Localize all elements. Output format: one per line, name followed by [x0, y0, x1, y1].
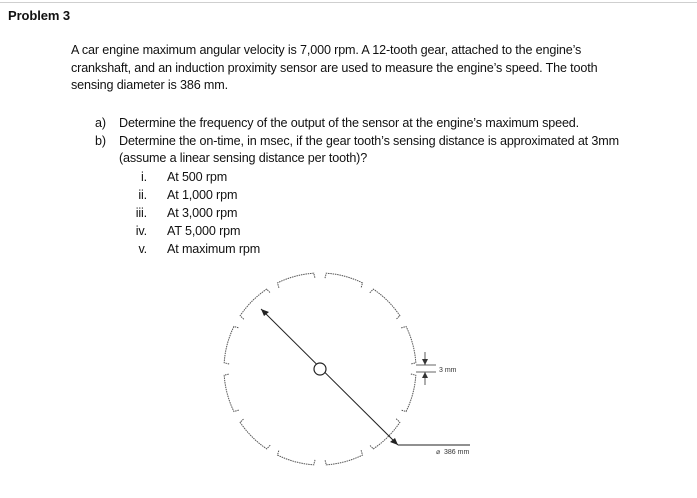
- sub-item-text: At 3,000 rpm: [167, 206, 238, 220]
- gap-arrowhead-bottom: [422, 372, 428, 378]
- statement-line-1: A car engine maximum angular velocity is 7,000 rpm. A 12-tooth gear, attached to the engine’s: [71, 43, 582, 57]
- gear-tooth: [325, 273, 362, 288]
- diameter-symbol: ⌀: [436, 449, 441, 456]
- gap-label: 3 mm: [439, 367, 457, 374]
- gear-hub: [314, 363, 326, 375]
- statement-line-2: crankshaft, and an induction proximity sensor are used to measure the engine’s speed. The tooth: [71, 60, 598, 75]
- question-text-line: Determine the on-time, in msec, if the gear tooth’s sensing distance is approximated at 3mm: [119, 133, 619, 148]
- diameter-arrowhead-top: [261, 309, 269, 316]
- gear-tooth: [224, 327, 239, 364]
- sub-item-label: ii.: [138, 188, 147, 202]
- sub-item-text: AT 5,000 rpm: [167, 224, 241, 238]
- question-label: b): [95, 133, 106, 148]
- diameter-label: 386 mm: [444, 449, 470, 456]
- gear-tooth: [240, 419, 270, 449]
- question-text-line: (assume a linear sensing distance per tooth)?: [119, 151, 368, 166]
- statement-line-3: sensing diameter is 386 mm.: [71, 78, 228, 92]
- sub-item-text: At maximum rpm: [167, 242, 261, 256]
- gear-tooth: [278, 450, 315, 465]
- sub-item-text: At 500 rpm: [167, 170, 228, 184]
- sub-item-label: iv.: [135, 224, 147, 238]
- gap-arrowhead-top: [422, 359, 428, 365]
- question-label: a): [95, 116, 106, 130]
- sub-item-label: iii.: [135, 206, 147, 220]
- diameter-line: [261, 309, 398, 445]
- gear-tooth: [370, 289, 400, 319]
- diameter-arrowhead-bottom: [390, 438, 398, 445]
- gear-tooth: [370, 419, 400, 449]
- sub-item-text: At 1,000 rpm: [167, 188, 238, 202]
- gear-tooth: [240, 289, 270, 319]
- sub-item-label: i.: [141, 170, 147, 184]
- question-text: Determine the frequency of the output of the sensor at the engine’s maximum speed.: [119, 116, 580, 130]
- gap-dimension: [416, 352, 436, 385]
- gear-tooth: [401, 374, 416, 411]
- gear-tooth: [224, 374, 239, 411]
- problem-title: Problem 3: [8, 8, 70, 23]
- gear-tooth: [401, 327, 416, 364]
- gear-tooth: [325, 450, 362, 465]
- sub-item-label: v.: [138, 242, 147, 256]
- gear-tooth: [278, 273, 315, 288]
